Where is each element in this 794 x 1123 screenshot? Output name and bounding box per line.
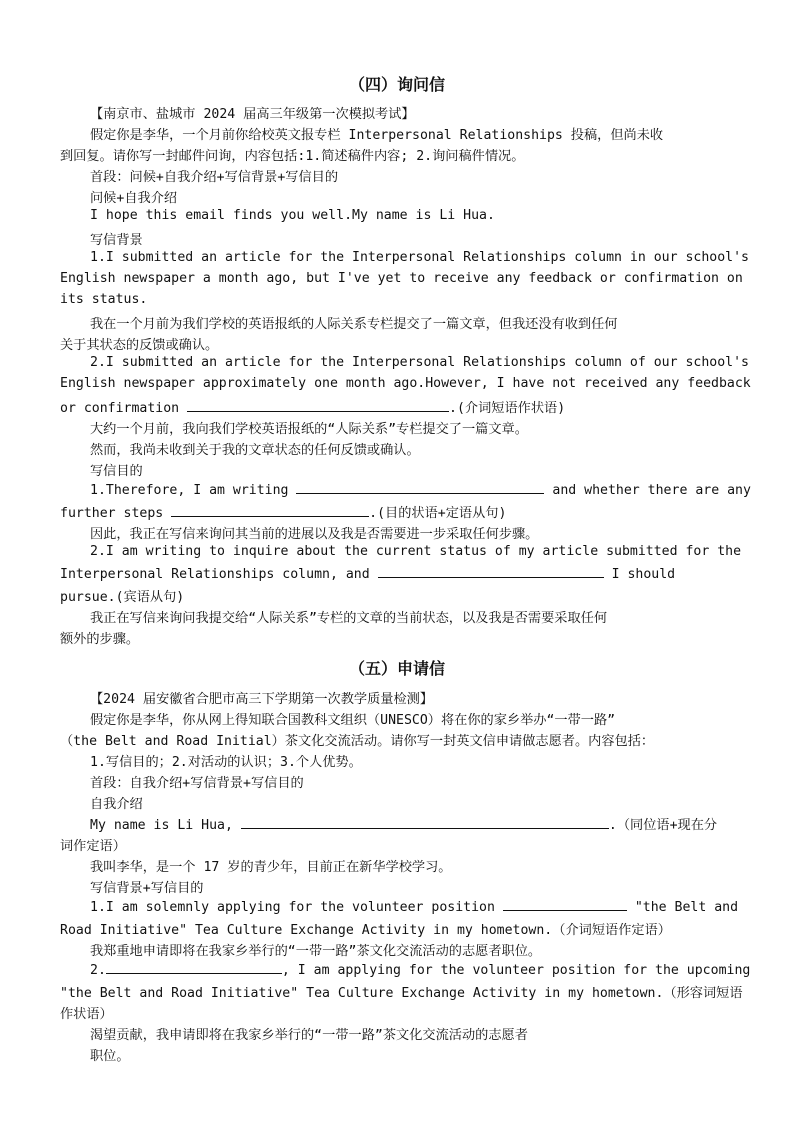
fill-in-sentence: or confirmation .(介词短语作状语) [60,401,566,416]
sub-label: 自我介绍 [90,797,143,812]
structure-line: 首段：自我介绍+写信背景+写信目的 [90,776,304,791]
answer-blank[interactable] [378,565,604,578]
answer-blank[interactable] [106,961,282,974]
section-heading-application-letter: （五）申请信 [348,659,445,678]
fill-in-sentence: 1.Therefore, I am writing and whether there are any [90,483,751,498]
translation-text: 我叫李华，是一个 17 岁的青少年，目前正在新华学校学习。 [90,860,452,875]
example-sentence: English newspaper a month ago, but I've yet to receive any feedback or confirmation on [60,271,743,286]
prompt-text: 假定你是李华，一个月前你给校英文报专栏 Interpersonal Relationships 投稿，但尚未收 [90,128,664,143]
source-line: 【南京市、盐城市 2024 届高三年级第一次模拟考试】 [90,107,415,122]
section-heading-inquiry-letter: （四）询问信 [348,75,445,94]
example-sentence: 2.I submitted an article for the Interpersonal Relationships column of our school's [90,355,749,370]
prompt-text: 假定你是李华，你从网上得知联合国教科文组织（UNESCO）将在你的家乡举办“一带一路” [90,713,616,728]
prompt-text: 到回复。请你写一封邮件问询，内容包括:1.简述稿件内容; 2.询问稿件情况。 [60,149,525,164]
structure-line: 首段：问候+自我介绍+写信背景+写信目的 [90,170,339,185]
answer-blank[interactable] [503,898,627,911]
source-line: 【2024 届安徽省合肥市高三下学期第一次教学质量检测】 [90,692,434,707]
translation-text: 然而，我尚未收到关于我的文章状态的任何反馈或确认。 [90,443,420,458]
sub-label: 写信背景+写信目的 [90,881,204,896]
example-sentence: 词作定语） [60,839,126,854]
example-sentence: 2.I am writing to inquire about the current status of my article submitted for the [90,544,742,559]
fill-in-sentence: 1.I am solemnly applying for the volunteer position "the Belt and [90,900,739,915]
translation-text: 我正在写信来询问我提交给“人际关系”专栏的文章的当前状态，以及我是否需要采取任何 [90,611,608,626]
translation-text: 大约一个月前，我向我们学校英语报纸的“人际关系”专栏提交了一篇文章。 [90,422,528,437]
example-sentence: pursue.(宾语从句) [60,590,185,605]
prompt-text: 1.写信目的；2.对活动的认识；3.个人优势。 [90,755,362,770]
translation-text: 关于其状态的反馈或确认。 [60,338,219,353]
example-sentence: "the Belt and Road Initiative" Tea Culture Exchange Activity in my hometown.（形容词短语 [60,986,743,1001]
fill-in-sentence: 2. , I am applying for the volunteer position for the upcoming [90,963,751,978]
example-sentence: 1.I submitted an article for the Interpersonal Relationships column in our school's [90,250,749,265]
translation-text: 职位。 [90,1049,130,1064]
answer-blank[interactable] [296,481,544,494]
sub-label: 问候+自我介绍 [90,191,178,206]
example-sentence: 作状语） [60,1007,113,1022]
sub-label: 写信目的 [90,464,143,479]
answer-blank[interactable] [171,504,369,517]
translation-text: 额外的步骤。 [60,632,140,647]
translation-text: 渴望贡献，我申请即将在我家乡举行的“一带一路”茶文化交流活动的志愿者 [90,1028,528,1043]
fill-in-sentence: further steps .(目的状语+定语从句) [60,506,507,521]
prompt-text: （the Belt and Road Initial）茶文化交流活动。请你写一封英文信申请做志愿者。内容包括： [60,734,655,749]
fill-in-sentence: My name is Li Hua, .（同位语+现在分 [90,818,718,833]
answer-blank[interactable] [187,399,449,412]
example-sentence: its status. [60,292,148,307]
translation-text: 我郑重地申请即将在我家乡举行的“一带一路”茶文化交流活动的志愿者职位。 [90,944,542,959]
answer-blank[interactable] [241,816,609,829]
translation-text: 我在一个月前为我们学校的英语报纸的人际关系专栏提交了一篇文章，但我还没有收到任何 [90,317,618,332]
sub-label: 写信背景 [90,233,143,248]
example-sentence: I hope this email finds you well.My name is Li Hua. [90,208,495,223]
fill-in-sentence: Interpersonal Relationships column, and I should [60,567,676,582]
translation-text: 因此，我正在写信来询问其当前的进展以及我是否需要进一步采取任何步骤。 [90,527,539,542]
example-sentence: English newspaper approximately one month ago.However, I have not received any feedback [60,376,751,391]
example-sentence: Road Initiative" Tea Culture Exchange Activity in my hometown.（介词短语作定语） [60,923,671,938]
